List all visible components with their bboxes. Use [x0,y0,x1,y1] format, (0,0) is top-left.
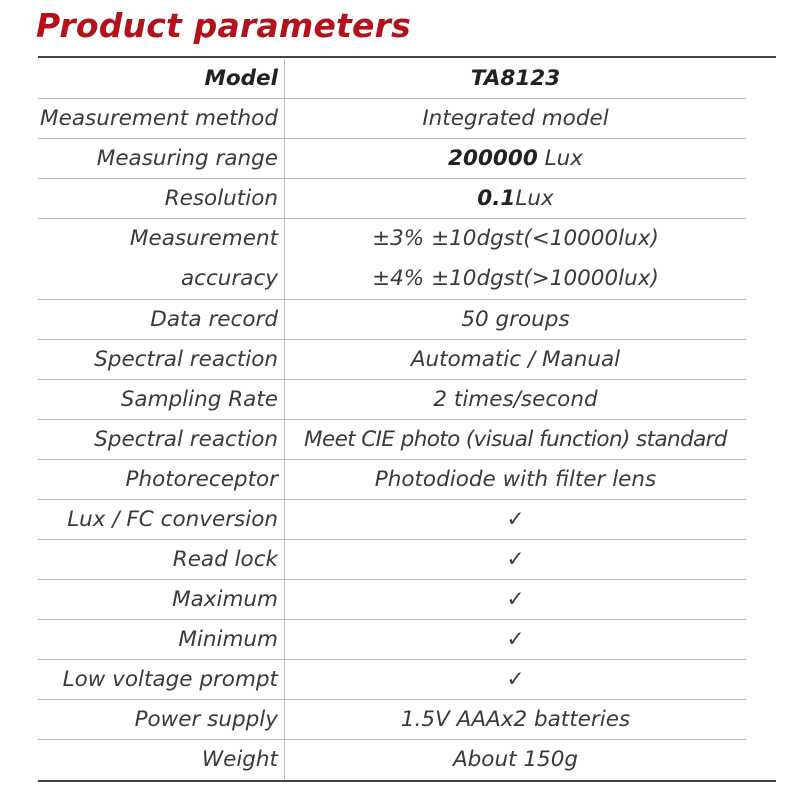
value-bold: 0.1 [477,186,516,211]
table-row [38,420,746,460]
table-row [38,580,746,620]
page-title: Product parameters [36,6,411,45]
row-label: Spectral reaction [38,420,285,460]
checkmark-icon: ✓ [285,660,747,700]
row-value: Photodiode with filter lens [285,460,747,500]
row-label: Maximum [38,580,285,620]
top-rule [38,56,776,58]
table-row [38,500,746,540]
header-label: Model [38,59,285,99]
checkmark-icon: ✓ [285,620,747,660]
row-label: Spectral reaction [38,340,285,380]
row-value: 1.5V AAAx2 batteries [285,700,747,740]
label-line: accuracy [180,266,278,291]
table-row [38,380,746,420]
row-value: Automatic / Manual [285,340,747,380]
row-value: 2 times/second [285,380,747,420]
row-label: Measurement method [38,99,285,139]
row-label: Lux / FC conversion [38,500,285,540]
value-unit: Lux [515,186,554,211]
value-unit: Lux [537,146,583,171]
table-row [38,139,746,179]
table-row [38,540,746,580]
table-row [38,179,746,219]
row-label: Power supply [38,700,285,740]
row-value: About 150g [452,747,579,772]
parameters-table [38,59,746,779]
value-bold: 200000 [448,146,538,171]
checkmark-icon: ✓ [285,580,747,620]
table-row [38,340,746,380]
table-header-row [38,59,746,99]
checkmark-icon: ✓ [285,540,747,580]
table-row [38,300,746,340]
value-line: ±3% ±10dgst(<10000lux) [372,226,659,251]
row-label: Minimum [38,620,285,660]
checkmark-icon: ✓ [285,500,747,540]
row-value: Meet CIE photo (visual function) standard [285,420,747,460]
table-row [38,219,746,300]
row-label: Resolution [38,179,285,219]
header-value: TA8123 [285,59,747,99]
row-label: Low voltage prompt [38,660,285,700]
row-label: Read lock [38,540,285,580]
table-row [38,660,746,700]
row-label: Data record [38,300,285,340]
table-row [38,460,746,500]
label-line: Measurement [129,226,278,251]
table-row [38,700,746,740]
row-value [285,219,747,300]
table-row [38,99,746,139]
row-label: Sampling Rate [38,380,285,420]
value-line: ±4% ±10dgst(>10000lux) [372,266,659,291]
bottom-rule [38,780,776,782]
row-value: 50 groups [285,300,747,340]
row-label [38,219,285,300]
row-label: Weight [38,740,285,780]
table-row [38,740,746,780]
row-label: Measuring range [38,139,285,179]
table-row [38,620,746,660]
row-value [285,179,747,219]
row-value: Integrated model [285,99,747,139]
row-label: Photoreceptor [38,460,285,500]
row-value [285,139,747,179]
